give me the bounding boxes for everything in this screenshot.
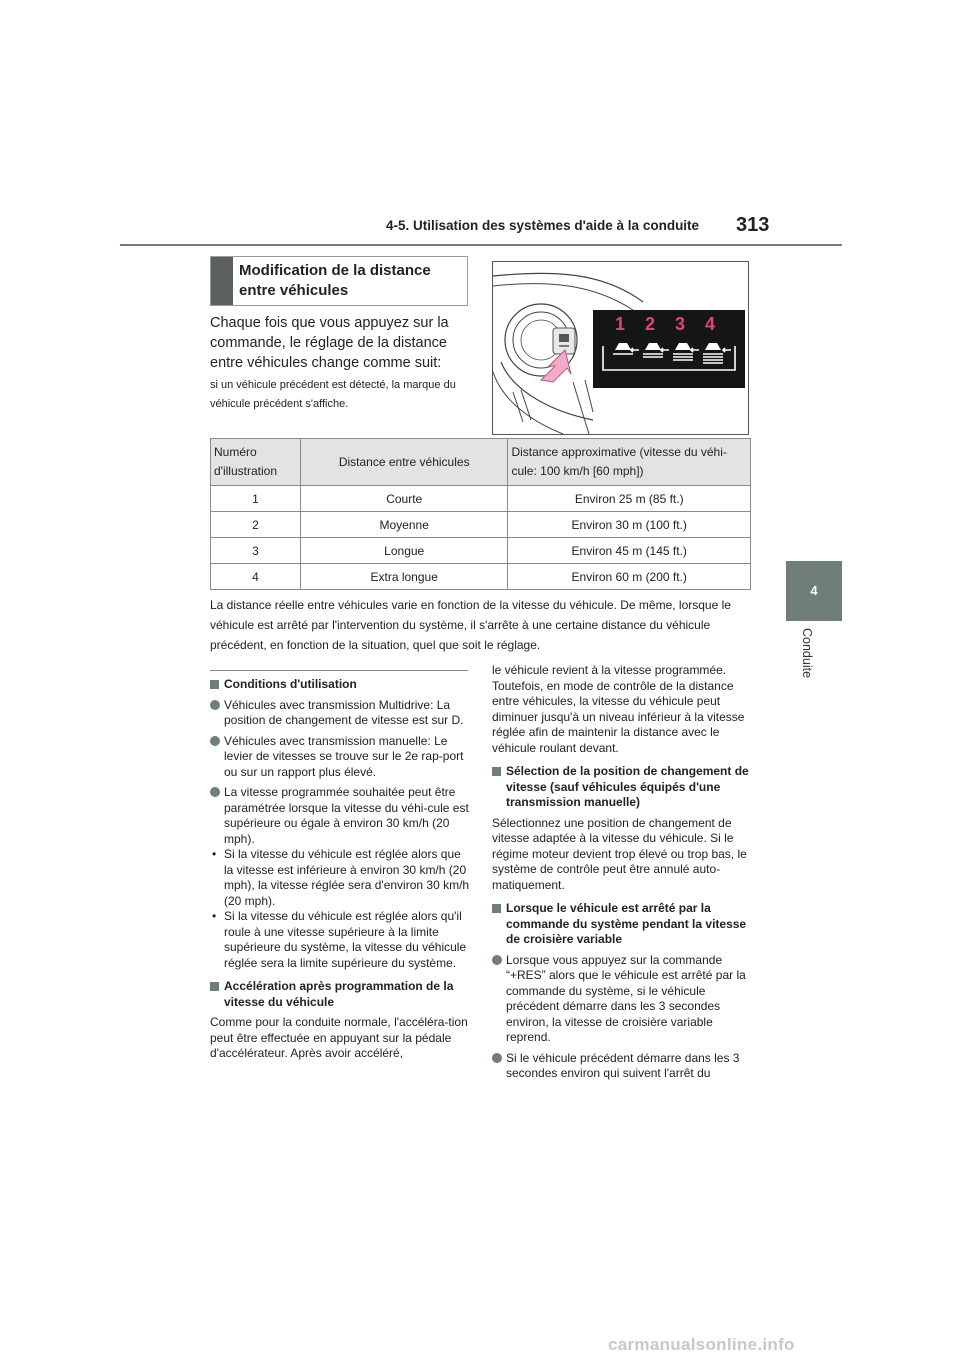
bullet-item: La vitesse programmée souhaitée peut être paramétrée lorsque la vitesse du véhi-cule est supérieure ou égale à environ 30 km/h (20 mph). (210, 785, 470, 847)
illustration-number-2: 2 (645, 314, 656, 334)
table-cell: 2 (211, 512, 301, 538)
table-cell: 4 (211, 564, 301, 590)
heading-vehicle-stopped: Lorsque le véhicule est arrêté par la commande du système pendant la vitesse de croisière variable (492, 901, 754, 948)
heading-acceleration: Accélération après programmation de la vitesse du véhicule (210, 979, 470, 1010)
section-title: Modification de la distance entre véhicules (239, 262, 431, 299)
heading-operating-conditions: Conditions d'utilisation (210, 677, 470, 693)
table-cell: 3 (211, 538, 301, 564)
illustration-number-3: 3 (675, 314, 686, 334)
header-title: 4-5. Utilisation des systèmes d'aide à la conduite (386, 218, 700, 233)
heading-shift-position: Sélection de la position de changement de vitesse (sauf véhicules équipés d'une transmission manuelle) (492, 764, 754, 811)
table-header-cell: Distance entre véhicules (300, 439, 508, 486)
section-intro: Chaque fois que vous appuyez sur la commande, le réglage de la distance entre véhicules change comme suit: (210, 315, 449, 371)
body-text: le véhicule revient à la vitesse programmée. Toutefois, en mode de contrôle de la distance entre véhicules, la vitesse du véhicule peut diminuer jusqu'à un niveau inférieur à la vitesse réglée afin de maintenir la distance avec le véhicule roulant devant. (492, 663, 745, 755)
illustration-number-1: 1 (615, 314, 626, 334)
right-column (492, 663, 754, 1087)
table-cell: Environ 30 m (100 ft.) (508, 512, 751, 538)
table-row (211, 486, 751, 512)
header-rule (120, 244, 842, 246)
table-header-row (211, 439, 751, 486)
table-cell: Environ 25 m (85 ft.) (508, 486, 751, 512)
press-arrow-icon (541, 350, 571, 382)
page-number: 313 (736, 214, 770, 236)
table-header-cell: Distance approximative (vitesse du véhi-cule: 100 km/h [60 mph]) (508, 439, 751, 486)
table-header-cell: Numéro d'illustration (211, 439, 301, 486)
bullet-item: Véhicules avec transmission Multidrive: La position de changement de vitesse est sur D. (210, 698, 470, 729)
bullet-item: Lorsque vous appuyez sur la commande “+RES” alors que le véhicule est arrêté par la commande du système, si le véhicule précédent démarre dans les 3 secondes environ, la vitesse de croisière variable reprend. (492, 953, 754, 1046)
body-text: Comme pour la conduite normale, l'accéléra-tion peut être effectuée en appuyant sur la pédale d'accélérateur. Après avoir accéléré, (210, 1015, 468, 1060)
table-row (211, 512, 751, 538)
table-cell: Moyenne (300, 512, 508, 538)
chapter-tab: 4 (786, 561, 842, 621)
column-rule (210, 670, 468, 671)
distance-paragraph: La distance réelle entre véhicules varie en fonction de la vitesse du véhicule. De même, lorsque le véhicule est arrêté par l'intervention du système, il s'arrête à une certaine distance du véhicule précédent, en fonction de la situation, quel que soit le réglage. (210, 598, 731, 652)
distance-table (210, 438, 751, 590)
section-note: si un véhicule précédent est détecté, la marque du véhicule précédent s'affiche. (210, 379, 456, 410)
bullet-item: Véhicules avec transmission manuelle: Le levier de vitesses se trouve sur le 2e rap-port ou sur un rapport plus élevé. (210, 734, 470, 781)
table-cell: Environ 45 m (145 ft.) (508, 538, 751, 564)
table-cell: Environ 60 m (200 ft.) (508, 564, 751, 590)
section-title-box (210, 256, 468, 306)
section-title-bar (211, 257, 233, 305)
table-cell: Courte (300, 486, 508, 512)
chapter-label: Conduite (800, 628, 814, 679)
bullet-item: Si le véhicule précédent démarre dans les 3 secondes environ qui suivent l'arrêt du (492, 1051, 754, 1082)
body-text: Sélectionnez une position de changement de vitesse adaptée à la vitesse du véhicule. Si le régime moteur devient trop élevé ou trop bas, le système de contrôle peut être annulé auto-matiquement. (492, 815, 747, 892)
distance-switch-illustration (492, 261, 749, 435)
table-cell: 1 (211, 486, 301, 512)
left-column (210, 677, 470, 1067)
table-cell: Extra longue (300, 564, 508, 590)
sub-bullet-item: • Si la vitesse du véhicule est réglée alors que la vitesse est inférieure à environ 30 km/h (20 mph), la vitesse réglée sera d'environ 30 km/h (20 mph). (210, 847, 470, 909)
sub-bullet-item: • Si la vitesse du véhicule est réglée alors qu'il roule à une vitesse supérieure à la limite supérieure du système, la vitesse du véhicule réglée sera la limite supérieure du système. (210, 909, 470, 971)
table-row (211, 538, 751, 564)
table-cell: Longue (300, 538, 508, 564)
distance-display-panel (593, 310, 745, 388)
illustration-number-4: 4 (705, 314, 716, 334)
watermark: carmanualsonline.info (608, 1335, 795, 1354)
table-row (211, 564, 751, 590)
